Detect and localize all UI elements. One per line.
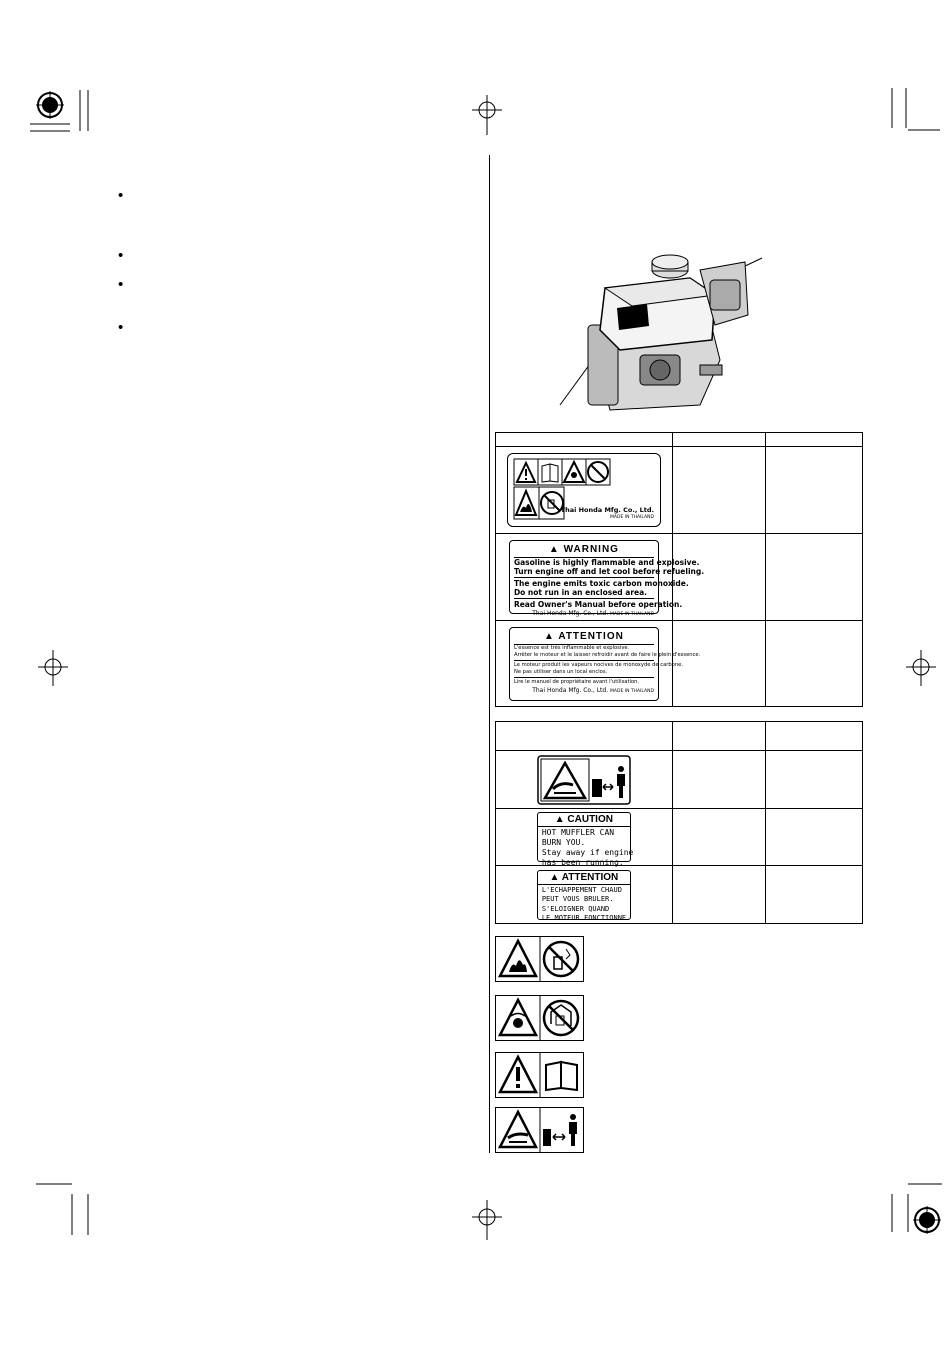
table-cell <box>766 751 863 809</box>
made-in-text: MADE IN THAILAND <box>610 515 654 520</box>
made-in-text: MADE IN THAILAND <box>610 612 654 617</box>
warning-triangle-icon: ▲ <box>554 814 568 825</box>
warning-line: Do not run in an enclosed area. <box>513 588 648 597</box>
bullet-point: • <box>118 319 124 336</box>
attention-line: L'essence est très inflammable et explosive. <box>513 644 630 651</box>
table-cell <box>672 866 766 924</box>
engine-illustration <box>550 240 770 415</box>
table-cell <box>766 534 863 621</box>
table-cell <box>672 621 766 707</box>
warning-label <box>509 540 705 617</box>
warning-line: Gasoline is highly flammable and explosive. <box>513 558 700 567</box>
attention-line: LE MOTEUR FONCTIONNE. <box>541 914 631 922</box>
attention-line: Arrêter le moteur et le laisser refroidir avant de faire le plein d'essence. <box>513 651 701 658</box>
table-header-cell <box>766 433 863 447</box>
table-header-cell <box>496 722 673 751</box>
crop-mark-bottom-left <box>36 1180 106 1240</box>
fire-hazard-no-refuel-pictogram <box>495 936 584 982</box>
hot-surface-pictogram-label <box>537 755 631 805</box>
table-cell <box>672 751 766 809</box>
made-in-text: MADE IN THAILAND <box>610 688 654 694</box>
table-cell <box>766 447 863 534</box>
crosshair-right-middle <box>906 650 936 686</box>
warning-triangle-icon: ▲ <box>544 630 559 642</box>
caution-line: BURN YOU. <box>541 838 586 847</box>
read-manual-pictogram <box>495 1052 584 1098</box>
attention-label-french <box>509 627 701 701</box>
table-cell <box>496 751 673 809</box>
table-cell <box>766 809 863 866</box>
warning-title: WARNING <box>563 544 619 555</box>
table-cell <box>672 809 766 866</box>
table-cell <box>496 866 673 924</box>
crop-mark-bottom-right <box>880 1180 942 1240</box>
bullet-point: • <box>118 187 124 204</box>
table-header-cell <box>672 433 766 447</box>
attention-line: Lire le manuel de propriétaire avant l'utilisation. <box>513 678 640 685</box>
table-header-cell <box>672 722 766 751</box>
caution-line: has been running. <box>541 858 624 867</box>
warning-line: The engine emits toxic carbon monoxide. <box>513 579 689 588</box>
attention-line: PEUT VOUS BRULER. <box>541 895 614 903</box>
caution-title: CAUTION <box>567 814 613 825</box>
caution-line: Stay away if engine <box>541 848 634 857</box>
crosshair-left-middle <box>38 650 68 686</box>
crop-mark-top-left <box>30 85 100 145</box>
bullet-point: • <box>118 276 124 293</box>
table-cell <box>672 447 766 534</box>
label-table-1 <box>495 432 863 707</box>
manufacturer-text: Thai Honda Mfg. Co., Ltd. <box>532 686 609 694</box>
warning-triangle-icon: ▲ <box>549 871 562 883</box>
table-header-cell <box>496 433 673 447</box>
attention-line: L'ECHAPPEMENT CHAUD <box>541 885 622 894</box>
crosshair-bottom-center <box>472 1200 502 1240</box>
table-header-cell <box>766 722 863 751</box>
manufacturer-text: Thai Honda Mfg. Co., Ltd. <box>560 506 654 514</box>
table-cell <box>496 534 705 621</box>
attention-title: ATTENTION <box>558 630 624 642</box>
attention-line: Ne pas utiliser dans un local enclos. <box>513 668 608 675</box>
table-cell <box>766 621 863 707</box>
table-cell <box>672 534 766 621</box>
crosshair-top-center <box>472 95 502 135</box>
caution-line: HOT MUFFLER CAN <box>541 828 615 837</box>
attention-line: Le moteur produit les vapeurs nocives de monoxyde de carbone. <box>513 661 683 668</box>
hot-surface-keep-away-pictogram <box>495 1107 584 1153</box>
manufacturer-text: Thai Honda Mfg. Co., Ltd. <box>532 610 609 617</box>
table-cell <box>766 866 863 924</box>
crop-mark-top-right <box>880 88 940 138</box>
attention-title: ATTENTION <box>561 871 619 883</box>
warning-line: Turn engine off and let cool before refueling. <box>513 567 705 576</box>
column-divider <box>489 155 490 1153</box>
toxic-gas-enclosed-area-pictogram <box>495 995 584 1041</box>
warning-triangle-icon: ▲ <box>548 544 564 555</box>
attention-line: S'ELOIGNER QUAND <box>541 904 610 913</box>
warning-line: Read Owner's Manual before operation. <box>513 600 683 609</box>
table-cell <box>496 809 673 866</box>
caution-label <box>537 812 634 867</box>
bullet-point: • <box>118 247 124 264</box>
table-cell <box>496 621 701 707</box>
attention-hot-exhaust-label <box>537 870 631 920</box>
label-table-2 <box>495 721 863 924</box>
pictogram-label <box>507 453 661 527</box>
table-cell <box>496 447 673 534</box>
